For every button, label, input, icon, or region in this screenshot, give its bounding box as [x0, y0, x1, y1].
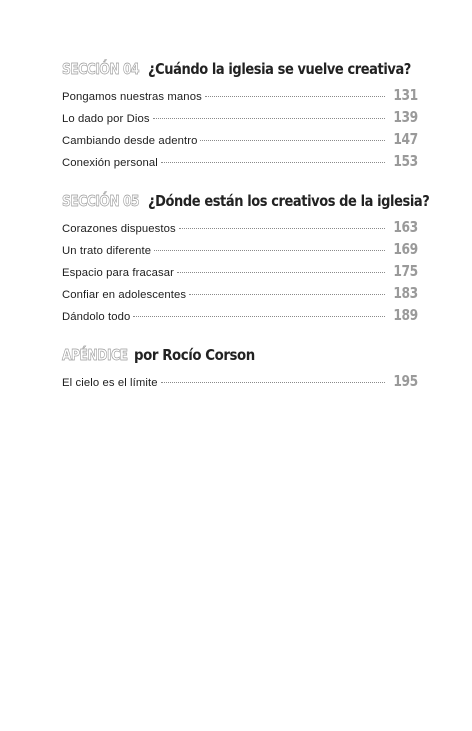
- dot-leader: [161, 382, 386, 383]
- toc-entry-title: Cambiando desde adentro: [62, 135, 198, 147]
- toc-entry-title: Dándolo todo: [62, 311, 131, 323]
- toc-entry[interactable]: [62, 128, 418, 150]
- toc-page-number: 139: [393, 108, 418, 126]
- toc-entry-title: Conexión personal: [62, 157, 158, 169]
- toc-entry-title: Lo dado por Dios: [62, 113, 150, 125]
- section-04: [62, 60, 418, 172]
- section-header: [62, 60, 418, 78]
- toc-entry-title: Espacio para fracasar: [62, 267, 174, 279]
- toc-entry-title: Pongamos nuestras manos: [62, 91, 202, 103]
- toc-entry[interactable]: [62, 304, 418, 326]
- toc-entry[interactable]: [62, 216, 418, 238]
- dot-leader: [205, 96, 385, 97]
- dot-leader: [154, 250, 385, 251]
- toc-entry-title: Corazones dispuestos: [62, 223, 176, 235]
- dot-leader: [161, 162, 385, 163]
- toc-entry[interactable]: [62, 106, 418, 128]
- section-title: ¿Cuándo la iglesia se vuelve creativa?: [148, 60, 412, 78]
- dot-leader: [133, 316, 385, 317]
- toc-page-number: 169: [393, 240, 418, 258]
- toc-page-number: 175: [393, 262, 418, 280]
- toc-entry-title: Confiar en adolescentes: [62, 289, 187, 301]
- dot-leader: [177, 272, 385, 273]
- section-05: [62, 192, 430, 326]
- dot-leader: [179, 228, 385, 229]
- toc-page-number: 195: [393, 372, 418, 390]
- toc-page-number: 183: [393, 284, 418, 302]
- toc-entry[interactable]: [62, 260, 418, 282]
- section-header: [62, 192, 430, 210]
- toc-entry[interactable]: [62, 150, 418, 172]
- toc-page-number: 163: [393, 218, 418, 236]
- section-title: por Rocío Corson: [133, 346, 255, 364]
- toc-page-number: 153: [393, 152, 418, 170]
- table-of-contents: [62, 60, 430, 412]
- section-title: ¿Dónde están los creativos de la iglesia?: [148, 192, 430, 210]
- section-tag: SECCIÓN 05: [62, 192, 140, 210]
- toc-entry-title: El cielo es el límite: [62, 377, 158, 389]
- dot-leader: [153, 118, 386, 119]
- dot-leader: [189, 294, 385, 295]
- toc-page-number: 131: [393, 86, 418, 104]
- toc-entry[interactable]: [62, 238, 418, 260]
- section-tag: SECCIÓN 04: [62, 60, 140, 78]
- section-tag: APÉNDICE: [62, 346, 128, 364]
- toc-entry-title: Un trato diferente: [62, 245, 152, 257]
- toc-entry[interactable]: [62, 84, 418, 106]
- section-header: [62, 346, 418, 364]
- toc-page-number: 147: [393, 130, 418, 148]
- dot-leader: [200, 140, 385, 141]
- toc-page-number: 189: [393, 306, 418, 324]
- toc-entry[interactable]: [62, 282, 418, 304]
- appendix-section: [62, 346, 418, 392]
- toc-entry[interactable]: [62, 370, 418, 392]
